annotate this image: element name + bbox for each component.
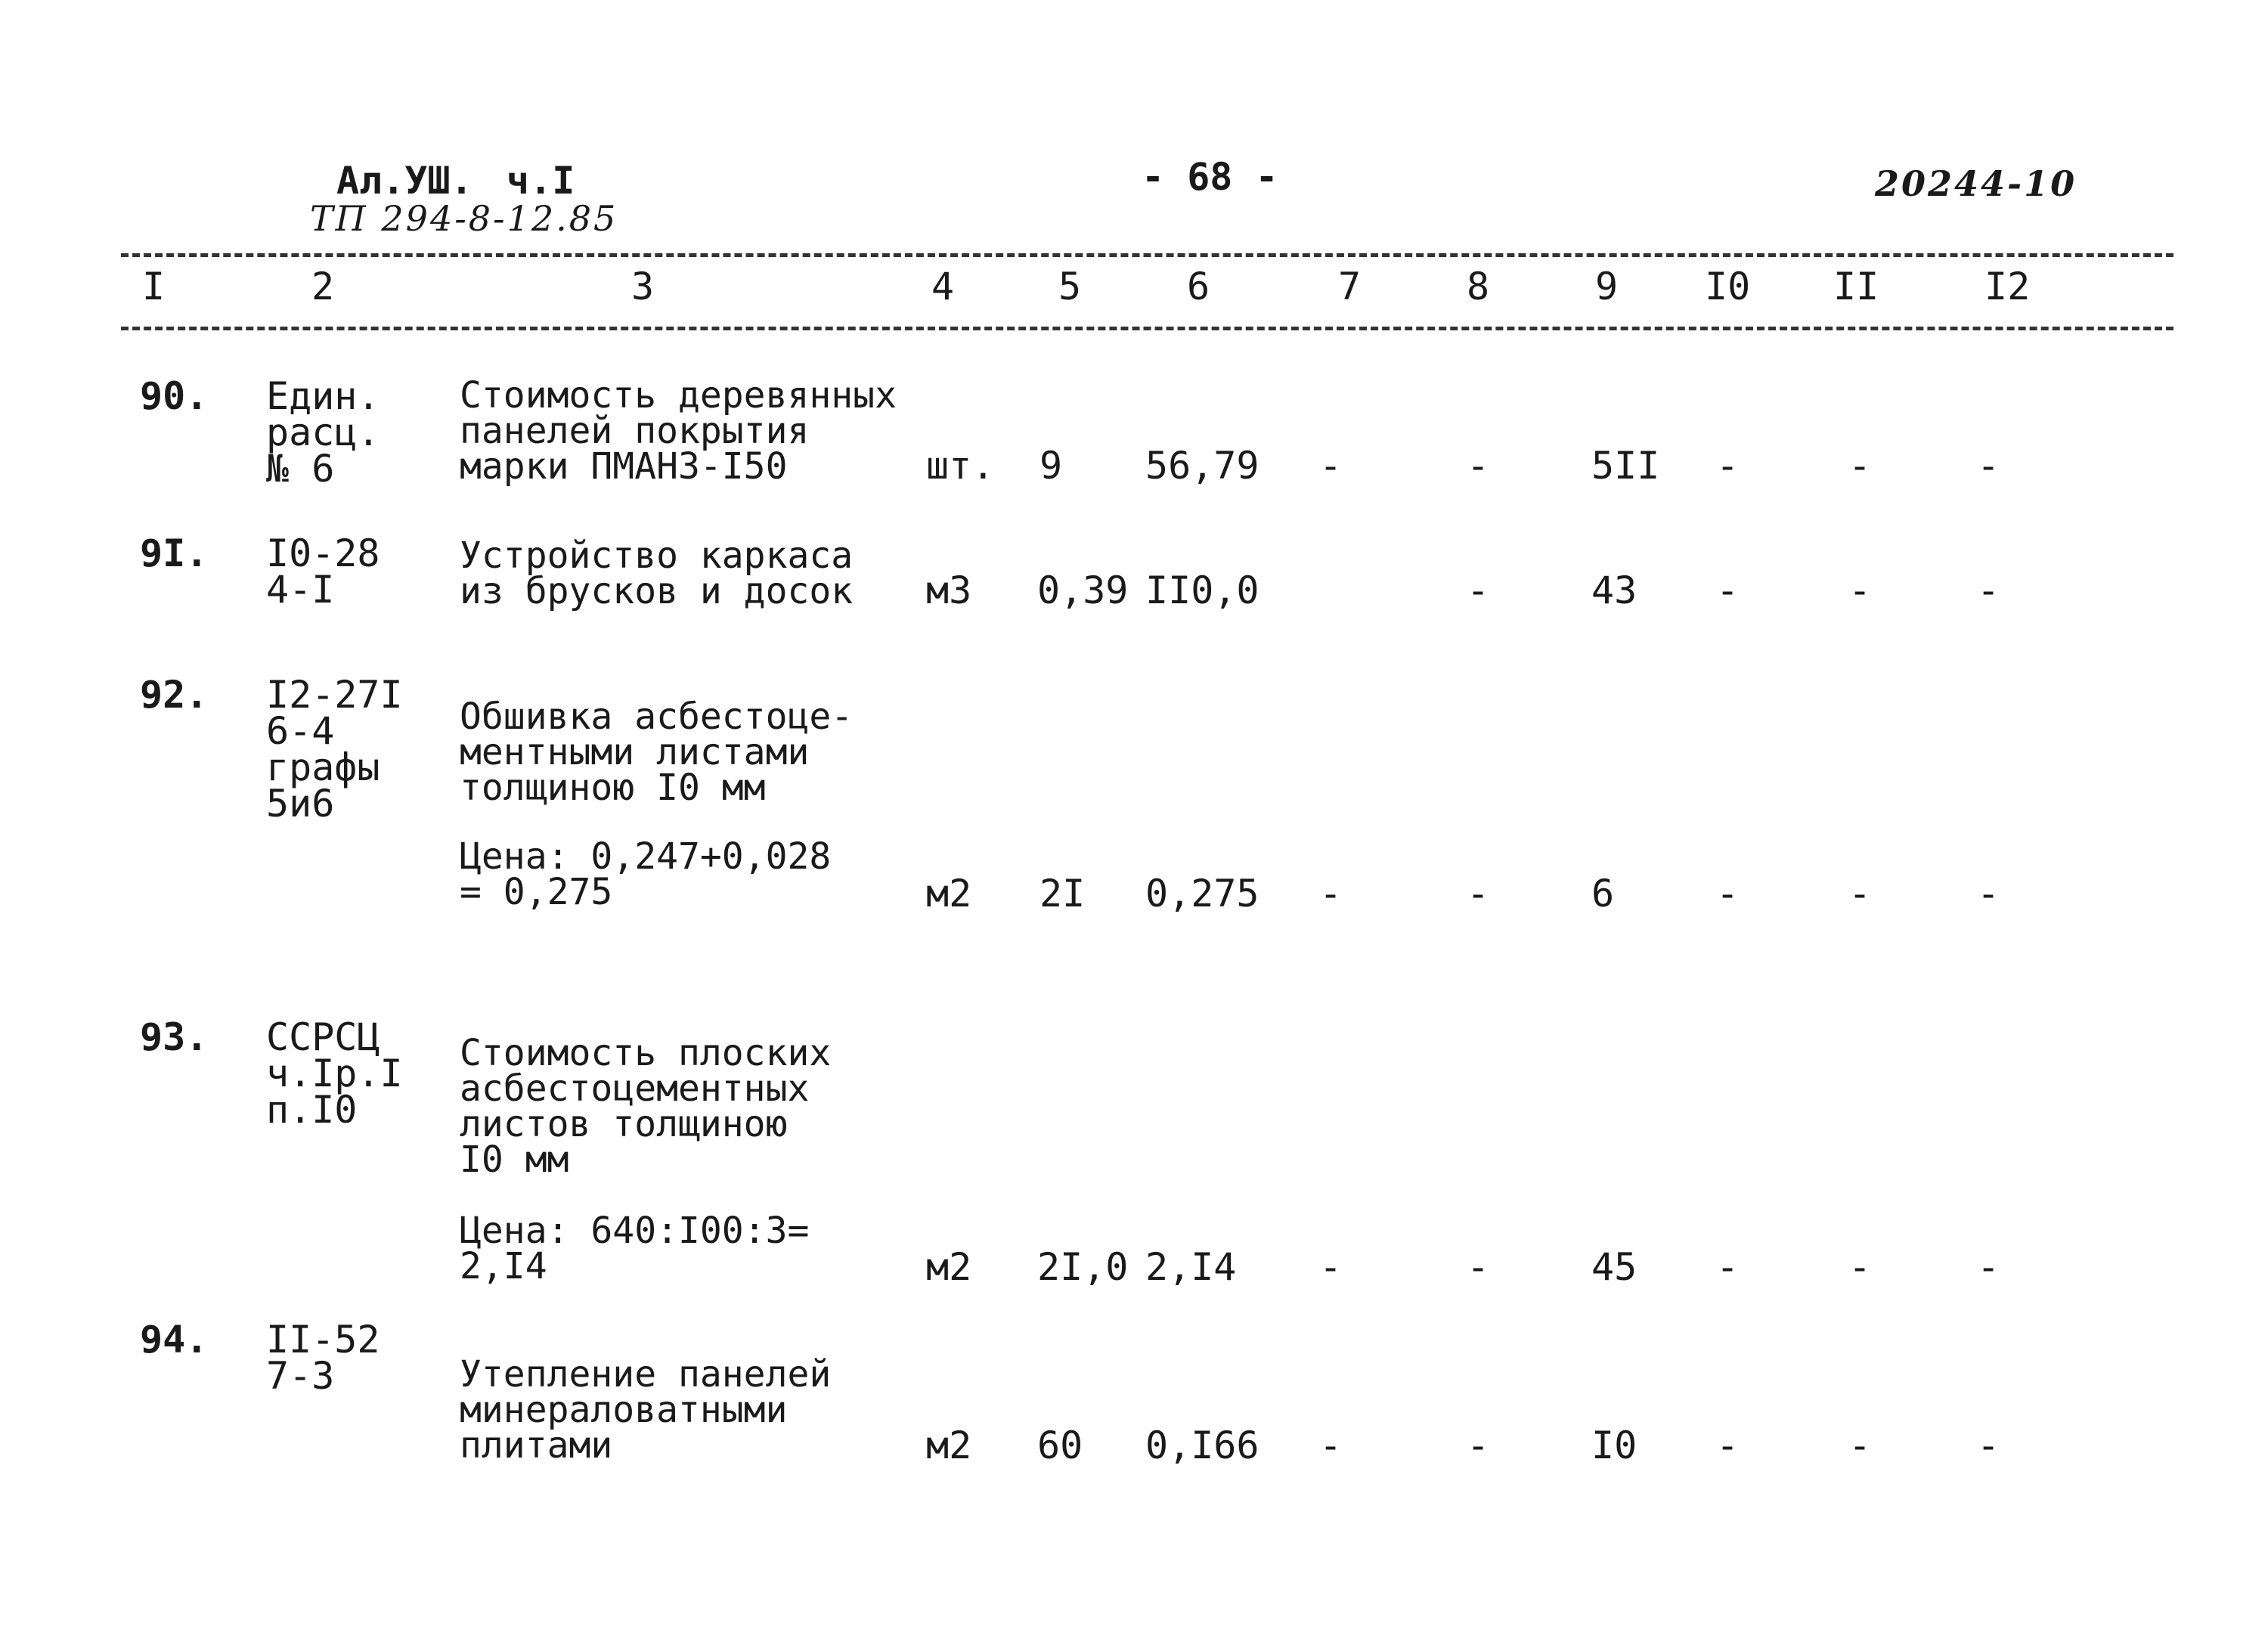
description-line: асбестоцементных (460, 1067, 810, 1110)
description-line: плитами (460, 1424, 613, 1467)
unit-price: II0,0 (1145, 569, 1259, 612)
code-line: 4-I (266, 568, 335, 612)
col8-value: - (1467, 872, 1490, 915)
price-note-line: Цена: 640:I00:3= (460, 1210, 810, 1252)
code-line: 5и6 (266, 782, 335, 826)
code-line: I2-27I (266, 673, 403, 717)
description-line: Устройство каркаса (460, 534, 854, 577)
col11-value: - (1848, 1424, 1872, 1467)
column-number: 2 (311, 265, 335, 308)
col12-value: - (1977, 569, 2000, 612)
album-label: Ал.УШ. (336, 159, 473, 203)
quantity: 60 (1037, 1424, 1083, 1467)
description-line: толщиною I0 мм (460, 767, 766, 809)
norm-code (266, 1318, 380, 1398)
document-number: 20244-10 (1875, 163, 2077, 204)
col9-value: 45 (1591, 1245, 1637, 1289)
column-number: 3 (631, 265, 655, 308)
code-line: ССРСЦ (266, 1015, 380, 1059)
col7-value: - (1319, 1245, 1343, 1289)
price-note-line: = 0,275 (460, 871, 613, 913)
description-line: марки ПМАНЗ-I50 (460, 445, 788, 488)
col11-value: - (1848, 872, 1872, 915)
quantity: 9 (1040, 444, 1063, 488)
quantity: 2I,0 (1037, 1245, 1129, 1289)
quantity: 2I (1040, 872, 1086, 915)
code-line: Един. (266, 374, 380, 418)
column-number: 6 (1187, 265, 1210, 308)
description-line: Стоимость деревянных (460, 374, 897, 417)
col10-value: - (1716, 569, 1740, 612)
description-line: из брусков и досок (460, 570, 854, 612)
row-number: 90. (140, 374, 209, 418)
col9-value: 6 (1591, 872, 1615, 915)
code-line: № 6 (266, 447, 335, 491)
col12-value: - (1977, 1424, 2000, 1467)
column-number: I2 (1984, 265, 2031, 308)
code-line: I0-28 (266, 531, 380, 575)
work-description (460, 696, 854, 809)
unit-price: 0,275 (1145, 872, 1259, 915)
description-line: I0 мм (460, 1139, 569, 1181)
col12-value: - (1977, 444, 2000, 488)
description-line: Утепление панелей (460, 1353, 832, 1396)
description-line: панелей покрытия (460, 410, 810, 452)
row-number: 9I. (140, 531, 209, 575)
row-number: 94. (140, 1318, 209, 1362)
description-line: Стоимость плоских (460, 1032, 832, 1074)
unit-price: 56,79 (1145, 444, 1259, 488)
col11-value: - (1848, 1245, 1872, 1289)
col9-value: 43 (1591, 569, 1637, 612)
col8-value: - (1467, 569, 1490, 612)
code-line: 6-4 (266, 709, 335, 753)
column-number: 8 (1467, 265, 1490, 308)
unit: м2 (926, 1424, 972, 1467)
norm-code (266, 673, 403, 826)
column-number: 9 (1595, 265, 1619, 308)
code-line: п.I0 (266, 1088, 358, 1132)
work-description (460, 1032, 832, 1181)
code-line: 7-3 (266, 1354, 335, 1398)
work-description (460, 1353, 832, 1467)
col8-value: - (1467, 444, 1490, 488)
header-top-rule (121, 253, 2174, 257)
col7-value: - (1319, 1424, 1343, 1467)
column-number: 4 (931, 265, 955, 308)
col7-value: - (1319, 444, 1343, 488)
col8-value: - (1467, 1424, 1490, 1467)
col11-value: - (1848, 569, 1872, 612)
code-line: II-52 (266, 1318, 380, 1362)
price-note-line: 2,I4 (460, 1245, 547, 1287)
row-number: 93. (140, 1015, 209, 1059)
unit: м2 (926, 872, 972, 915)
col10-value: - (1716, 1245, 1740, 1289)
work-description (460, 374, 897, 488)
column-number: 7 (1338, 265, 1362, 308)
column-number: 5 (1058, 265, 1082, 308)
col8-value: - (1467, 1245, 1490, 1289)
project-code: ТП 294-8-12.85 (310, 198, 618, 239)
column-number: II (1833, 265, 1879, 308)
description-line: листов толщиною (460, 1103, 788, 1145)
col10-value: - (1716, 444, 1740, 488)
norm-code (266, 1015, 403, 1132)
code-line: графы (266, 745, 380, 789)
unit: м3 (926, 569, 972, 612)
unit: м2 (926, 1245, 972, 1289)
col10-value: - (1716, 872, 1740, 915)
norm-code (266, 531, 380, 612)
page-number: - 68 - (1142, 155, 1278, 199)
description-line: Обшивка асбестоце- (460, 696, 854, 738)
col9-value: I0 (1591, 1424, 1637, 1467)
col12-value: - (1977, 872, 2000, 915)
col9-value: 5II (1591, 444, 1660, 488)
col12-value: - (1977, 1245, 2000, 1289)
price-calculation (460, 835, 832, 913)
unit: шт. (926, 444, 995, 488)
column-number: I0 (1705, 265, 1751, 308)
code-line: расц. (266, 410, 380, 454)
unit-price: 2,I4 (1145, 1245, 1237, 1289)
code-line: ч.Iр.I (266, 1052, 403, 1095)
col7-value: - (1319, 872, 1343, 915)
part-label: ч.I (507, 159, 575, 203)
column-number: I (142, 265, 166, 308)
work-description (460, 534, 854, 612)
col10-value: - (1716, 1424, 1740, 1467)
quantity: 0,39 (1037, 569, 1129, 612)
norm-code (266, 374, 380, 491)
description-line: минераловатными (460, 1389, 788, 1431)
header-bottom-rule (121, 327, 2174, 330)
description-line: ментными листами (460, 731, 810, 773)
price-calculation (460, 1210, 810, 1287)
unit-price: 0,I66 (1145, 1424, 1259, 1467)
row-number: 92. (140, 673, 209, 717)
price-note-line: Цена: 0,247+0,028 (460, 835, 832, 878)
col11-value: - (1848, 444, 1872, 488)
